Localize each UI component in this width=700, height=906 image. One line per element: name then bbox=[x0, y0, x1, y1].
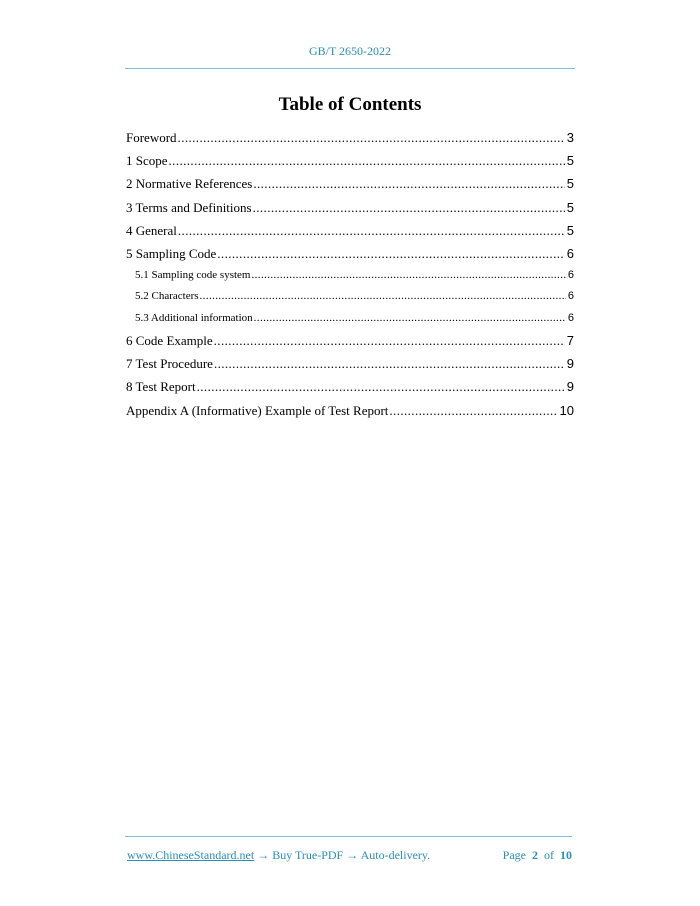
dot-leader bbox=[253, 196, 565, 219]
dot-leader bbox=[178, 219, 565, 242]
toc-entry-page: 5 bbox=[566, 222, 574, 238]
toc-entry-characters[interactable] bbox=[126, 286, 574, 307]
arrow-icon: → bbox=[346, 848, 359, 862]
toc-entry-foreword[interactable] bbox=[126, 126, 574, 149]
toc-entry-label: 7 Test Procedure bbox=[126, 356, 213, 372]
dot-leader bbox=[254, 308, 566, 329]
toc-entry-page: 9 bbox=[566, 356, 574, 372]
delivery-text: Auto-delivery. bbox=[360, 848, 431, 862]
toc-entry-page: 3 bbox=[566, 130, 574, 145]
total-pages: 10 bbox=[560, 848, 572, 862]
dot-leader bbox=[252, 265, 566, 286]
toc-entry-code-example[interactable] bbox=[126, 329, 574, 352]
toc-entry-test-procedure[interactable] bbox=[126, 352, 574, 375]
toc-entry-page: 5 bbox=[566, 176, 574, 192]
running-header bbox=[125, 44, 575, 59]
dot-leader bbox=[197, 375, 565, 398]
toc-entry-scope[interactable] bbox=[126, 149, 574, 172]
toc-entry-label: 8 Test Report bbox=[126, 379, 196, 395]
toc-entry-page: 6 bbox=[567, 269, 574, 282]
of-word: of bbox=[544, 848, 554, 862]
dot-leader bbox=[214, 352, 565, 375]
toc-entry-page: 5 bbox=[566, 199, 574, 215]
footer-promo bbox=[127, 848, 430, 863]
toc-entry-label: 6 Code Example bbox=[126, 333, 213, 349]
toc-entry-page: 7 bbox=[566, 333, 574, 349]
toc-entry-label: 5.1 Sampling code system bbox=[135, 269, 251, 282]
toc-entry-sampling-code[interactable] bbox=[126, 242, 574, 265]
dot-leader bbox=[178, 126, 565, 149]
toc-entry-label: 5.2 Characters bbox=[135, 290, 199, 303]
dot-leader bbox=[169, 149, 565, 172]
standard-code: GB/T 2650-2022 bbox=[308, 44, 392, 58]
toc-entry-label: 5 Sampling Code bbox=[126, 245, 217, 261]
toc-entry-label: Foreword bbox=[126, 130, 177, 145]
toc-entry-page: 6 bbox=[566, 245, 574, 261]
toc-entry-page: 10 bbox=[559, 402, 574, 418]
toc-entry-page: 9 bbox=[566, 379, 574, 395]
toc-entry-label: 4 General bbox=[126, 222, 177, 238]
toc-entry-page: 6 bbox=[567, 311, 574, 324]
toc-entry-appendix-a[interactable] bbox=[126, 399, 574, 422]
toc-entry-sampling-code-system[interactable] bbox=[126, 265, 574, 286]
dot-leader bbox=[253, 172, 564, 195]
toc-entry-additional-information[interactable] bbox=[126, 308, 574, 329]
dot-leader bbox=[389, 399, 557, 422]
toc-entry-test-report[interactable] bbox=[126, 375, 574, 398]
toc-entry-general[interactable] bbox=[126, 219, 574, 242]
toc-entry-terms-definitions[interactable] bbox=[126, 196, 574, 219]
dot-leader bbox=[214, 329, 565, 352]
table-of-contents bbox=[126, 126, 574, 422]
current-page: 2 bbox=[532, 848, 538, 862]
toc-entry-label: 3 Terms and Definitions bbox=[126, 199, 252, 215]
toc-entry-label: 5.3 Additional information bbox=[135, 311, 253, 324]
page-word: Page bbox=[502, 848, 526, 862]
header-divider bbox=[125, 68, 575, 69]
toc-entry-normative-references[interactable] bbox=[126, 172, 574, 195]
toc-entry-label: Appendix A (Informative) Example of Test Report bbox=[126, 402, 389, 418]
footer-divider bbox=[125, 836, 572, 837]
dot-leader bbox=[200, 286, 566, 307]
toc-entry-label: 1 Scope bbox=[126, 153, 168, 169]
page-number bbox=[503, 848, 572, 863]
arrow-icon: → bbox=[257, 848, 270, 862]
toc-entry-label: 2 Normative References bbox=[126, 176, 253, 192]
toc-title: Table of Contents bbox=[278, 94, 422, 115]
toc-entry-page: 6 bbox=[567, 290, 574, 303]
toc-entry-page: 5 bbox=[566, 153, 574, 169]
site-link[interactable]: www.ChineseStandard.net bbox=[127, 848, 255, 862]
buy-text: Buy True-PDF bbox=[272, 848, 344, 862]
dot-leader bbox=[217, 242, 564, 265]
